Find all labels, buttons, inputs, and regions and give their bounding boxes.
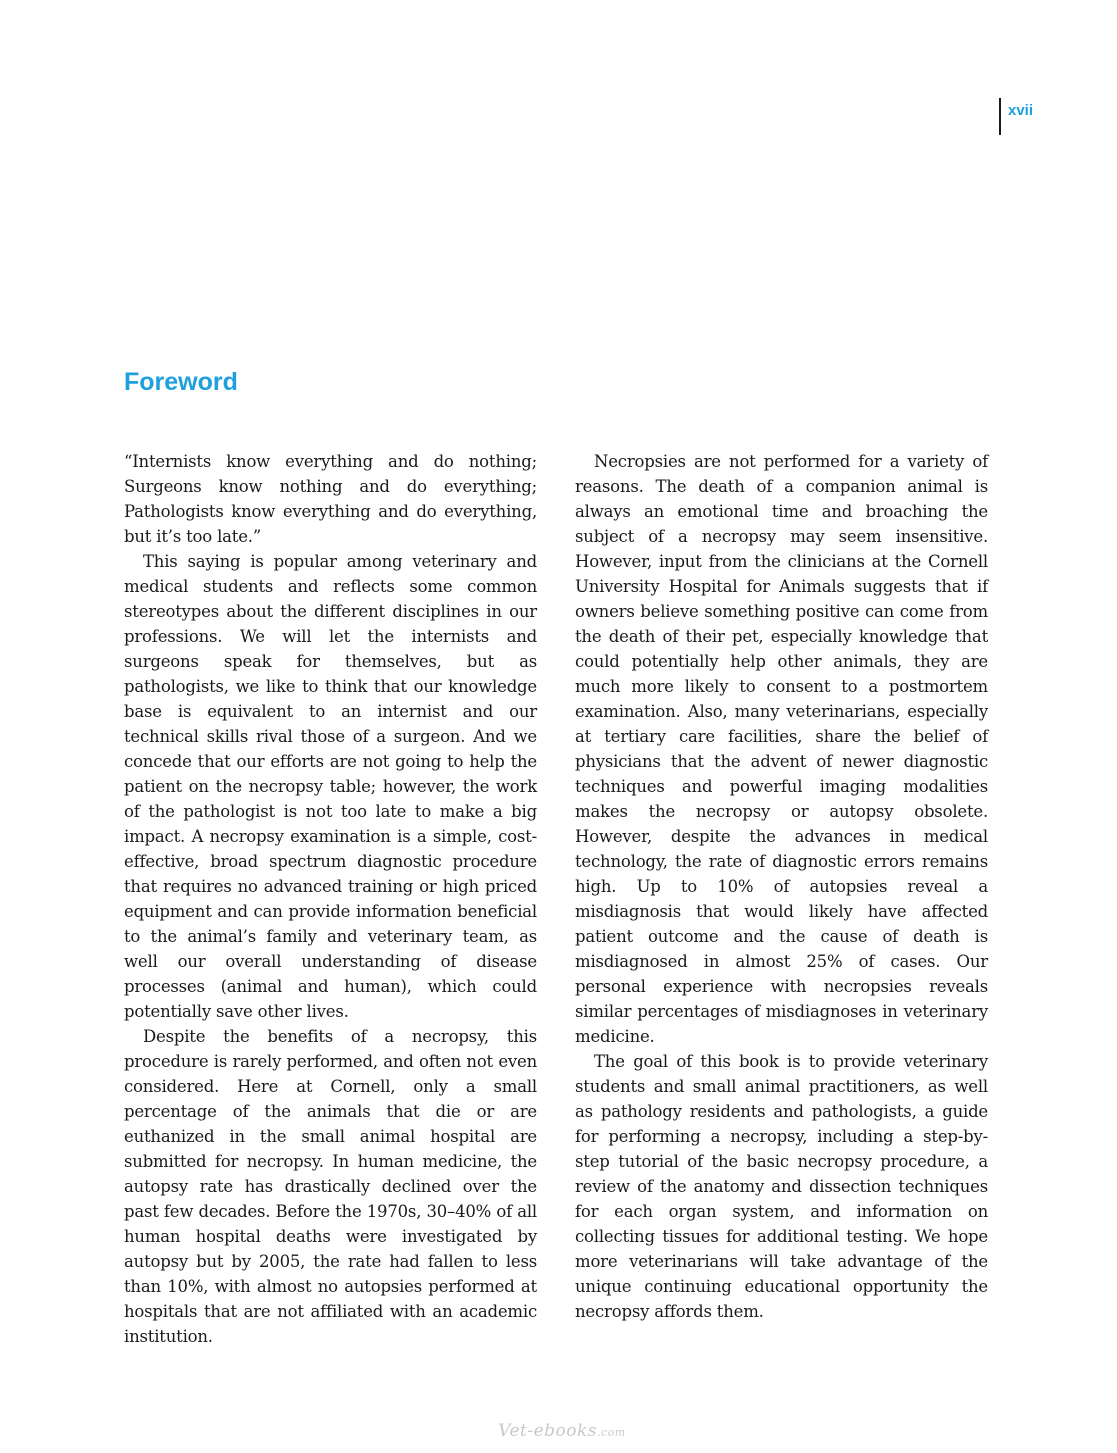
watermark bbox=[492, 1421, 632, 1441]
section-heading: Foreword bbox=[124, 368, 238, 396]
watermark-suffix: .com bbox=[597, 1426, 626, 1439]
right-paragraph-2: The goal of this book is to provide veterinary students and small animal practitioners, as well as pathology residents and pathologists, a guide for performing a necropsy, including a step-by-step tutorial of the basic necropsy procedure, a review of the anatomy and dissection techniques for each organ system, and information on collecting tissues for additional testing. We hope more veterinarians will take advantage of the unique continuing educational opportunity the necropsy affords them. bbox=[575, 1052, 988, 1321]
right-paragraph-1: Necropsies are not performed for a variety of reasons. The death of a companion animal is always an emotional time and broaching the subject of a necropsy may seem insensitive. However, input from the clinicians at the Cornell University Hospital for Animals suggests that if owners believe something positive can come from the death of their pet, especially knowledge that could potentially help other animals, they are much more likely to consent to a postmortem examination. Also, many veterinarians, especially at tertiary care facilities, share the belief of physicians that the advent of newer diagnostic techniques and powerful imaging modalities makes the necropsy or autopsy obsolete. However, despite the advances in medical technology, the rate of diagnostic errors remains high. Up to 10% of autopsies reveal a misdiagnosis that would likely have affected patient outcome and the cause of death is misdiagnosed in almost 25% of cases. Our personal experience with necropsies reveals similar percentages of misdiagnoses in veterinary medicine. bbox=[575, 452, 988, 1046]
left-paragraph-2: This saying is popular among veterinary and medical students and reflects some common stereotypes about the different disciplines in our professions. We will let the internists and surgeons speak for themselves, but as pathologists, we like to think that our knowledge base is equivalent to an internist and our technical skills rival those of a surgeon. And we concede that our efforts are not going to help the patient on the necropsy table; however, the work of the pathologist is not too late to make a big impact. A necropsy examination is a simple, cost-effective, broad spectrum diagnostic procedure that requires no advanced training or high priced equipment and can provide information beneficial to the animal’s family and veterinary team, as well our overall understanding of disease processes (animal and human), which could potentially save other lives. bbox=[124, 552, 537, 1021]
page-number: xvii bbox=[1008, 102, 1034, 119]
left-column bbox=[124, 449, 537, 1349]
left-paragraph-quote: “Internists know everything and do nothing; Surgeons know nothing and do everything; Pathologists know everything and do everything, but it’s too late.” bbox=[124, 452, 537, 546]
page-number-rule bbox=[999, 98, 1033, 135]
watermark-text: Vet-ebooks bbox=[498, 1421, 598, 1441]
left-paragraph-3: Despite the benefits of a necropsy, this procedure is rarely performed, and often not even considered. Here at Cornell, only a small percentage of the animals that die or are euthanized in the small animal hospital are submitted for necropsy. In human medicine, the autopsy rate has drastically declined over the past few decades. Before the 1970s, 30–40% of all human hospital deaths were investigated by autopsy but by 2005, the rate had fallen to less than 10%, with almost no autopsies performed at hospitals that are not affiliated with an academic institution. bbox=[124, 1027, 537, 1346]
right-column bbox=[575, 449, 988, 1324]
